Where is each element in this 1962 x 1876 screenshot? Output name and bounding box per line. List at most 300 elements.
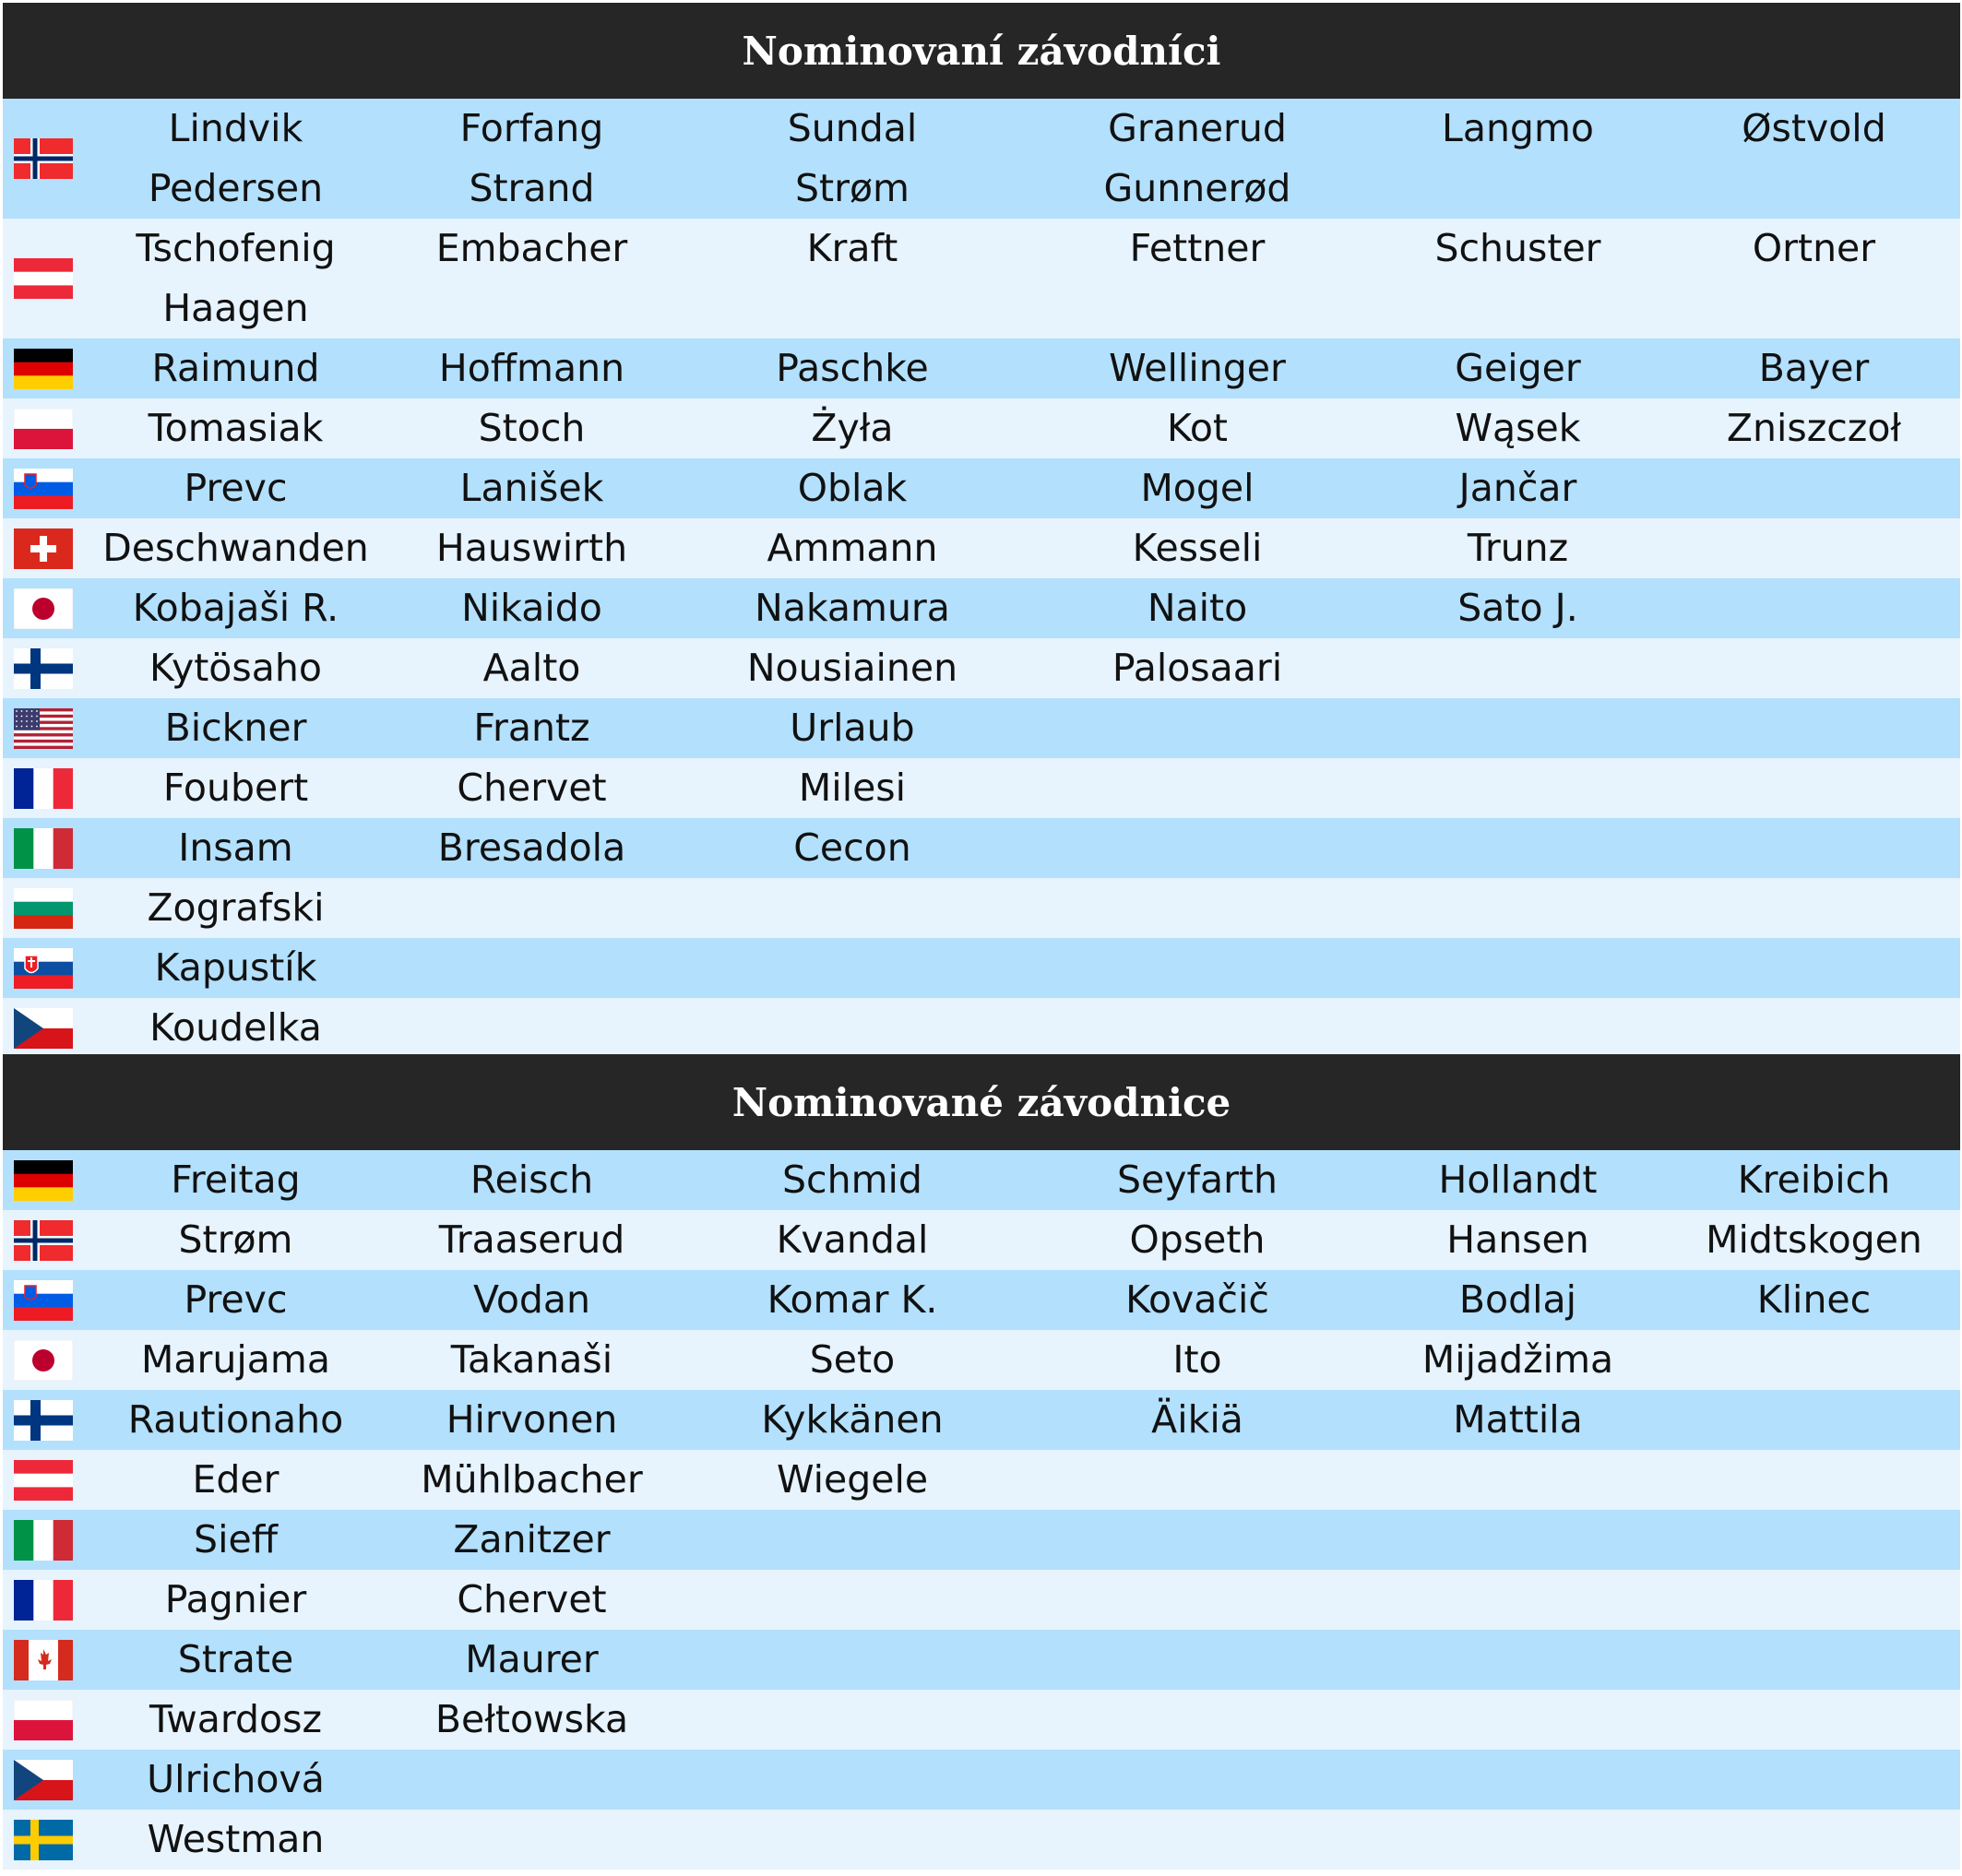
women-section-title: Nominované závodnice	[3, 1054, 1960, 1150]
name-column	[384, 698, 680, 758]
table-row	[3, 938, 1960, 998]
table-row	[3, 758, 1960, 818]
athlete-name: Zanitzer	[453, 1517, 611, 1561]
germany-flag-icon	[3, 1150, 88, 1210]
athlete-name: Paschke	[776, 346, 929, 390]
name-column	[1666, 219, 1962, 338]
table-row	[3, 1330, 1960, 1390]
name-column	[1370, 518, 1666, 578]
athlete-name: Pagnier	[164, 1577, 307, 1621]
name-column	[384, 1450, 680, 1510]
athlete-name: Kobajaši R.	[132, 586, 339, 630]
bulgaria-flag-icon	[3, 878, 88, 938]
name-column	[680, 638, 1025, 698]
name-column	[1025, 578, 1370, 638]
name-column	[680, 1330, 1025, 1390]
athlete-name: Tschofenig	[136, 226, 336, 270]
name-column	[680, 1270, 1025, 1330]
athlete-name: Naito	[1147, 586, 1248, 630]
men-section-title: Nominovaní závodníci	[3, 3, 1960, 99]
athlete-name: Granerud	[1108, 106, 1287, 150]
name-column	[1666, 818, 1962, 878]
athlete-name: Mogel	[1140, 466, 1254, 510]
name-column	[88, 1690, 384, 1750]
athlete-name: Strate	[177, 1637, 294, 1681]
name-column	[1025, 518, 1370, 578]
athlete-name: Seyfarth	[1117, 1158, 1278, 1202]
name-column	[1370, 1450, 1666, 1510]
name-column	[1370, 578, 1666, 638]
name-column	[1666, 578, 1962, 638]
name-column	[680, 818, 1025, 878]
name-column	[680, 998, 1025, 1058]
athlete-name: Chervet	[457, 1577, 607, 1621]
athlete-name: Komar K.	[767, 1277, 938, 1322]
name-column	[88, 458, 384, 518]
table-row	[3, 458, 1960, 518]
poland-flag-icon	[3, 1690, 88, 1750]
table-row	[3, 338, 1960, 398]
athlete-name: Strand	[469, 166, 595, 210]
table-row	[3, 1750, 1960, 1810]
name-column	[88, 638, 384, 698]
athlete-name: Kraft	[806, 226, 898, 270]
name-column	[88, 99, 384, 219]
athlete-name: Opseth	[1129, 1217, 1266, 1262]
name-column	[1666, 938, 1962, 998]
name-column	[1666, 878, 1962, 938]
athlete-name: Nakamura	[755, 586, 950, 630]
name-column	[1025, 698, 1370, 758]
name-column	[1370, 1330, 1666, 1390]
name-column	[88, 1630, 384, 1690]
athlete-name: Reisch	[470, 1158, 594, 1202]
athlete-name: Seto	[809, 1337, 896, 1382]
japan-flag-icon	[3, 578, 88, 638]
japan-flag-icon	[3, 1330, 88, 1390]
name-column	[384, 1510, 680, 1570]
athlete-name: Zniszczoł	[1726, 406, 1902, 450]
name-column	[680, 938, 1025, 998]
name-column	[1025, 1450, 1370, 1510]
athlete-name: Twardosz	[149, 1697, 323, 1741]
name-column	[88, 1450, 384, 1510]
name-column	[1666, 698, 1962, 758]
name-column	[1666, 1150, 1962, 1210]
name-column	[1370, 338, 1666, 398]
name-column	[1370, 1750, 1666, 1810]
name-column	[1666, 398, 1962, 458]
name-column	[384, 1330, 680, 1390]
athlete-name: Lindvik	[168, 106, 303, 150]
slovenia-flag-icon	[3, 1270, 88, 1330]
name-column	[1666, 1390, 1962, 1450]
athlete-name: Jančar	[1458, 466, 1577, 510]
name-column	[1025, 758, 1370, 818]
name-column	[384, 1690, 680, 1750]
name-column	[88, 758, 384, 818]
athlete-name: Embacher	[435, 226, 628, 270]
athlete-name: Sieff	[194, 1517, 278, 1561]
name-column	[1666, 1210, 1962, 1270]
athlete-name: Prevc	[184, 1277, 288, 1322]
athlete-name: Hauswirth	[435, 526, 628, 570]
name-column	[1025, 1570, 1370, 1630]
athlete-name: Bełtowska	[434, 1697, 629, 1741]
athlete-name: Bodlaj	[1458, 1277, 1577, 1322]
name-column	[384, 219, 680, 338]
athlete-name: Schuster	[1434, 226, 1601, 270]
name-column	[680, 338, 1025, 398]
name-column	[1666, 99, 1962, 219]
name-column	[384, 878, 680, 938]
athlete-name: Bickner	[164, 706, 307, 750]
norway-flag-icon	[3, 99, 88, 219]
name-column	[1666, 338, 1962, 398]
italy-flag-icon	[3, 818, 88, 878]
name-column	[88, 1570, 384, 1630]
athlete-name: Langmo	[1441, 106, 1594, 150]
name-column	[1666, 518, 1962, 578]
athlete-name: Chervet	[457, 766, 607, 810]
athlete-name: Maurer	[465, 1637, 599, 1681]
name-column	[680, 99, 1025, 219]
name-column	[384, 518, 680, 578]
athlete-name: Strøm	[178, 1217, 293, 1262]
athlete-name: Bresadola	[437, 825, 626, 870]
name-column	[88, 878, 384, 938]
name-column	[384, 758, 680, 818]
name-column	[1025, 1330, 1370, 1390]
athlete-name: Hollandt	[1438, 1158, 1598, 1202]
athlete-name: Østvold	[1742, 106, 1886, 150]
name-column	[88, 1510, 384, 1570]
canada-flag-icon	[3, 1630, 88, 1690]
name-column	[88, 338, 384, 398]
norway-flag-icon	[3, 1210, 88, 1270]
name-column	[680, 758, 1025, 818]
name-column	[1370, 219, 1666, 338]
name-column	[680, 1570, 1025, 1630]
name-column	[88, 518, 384, 578]
athlete-name: Hansen	[1446, 1217, 1589, 1262]
name-column	[88, 998, 384, 1058]
name-column	[88, 818, 384, 878]
athlete-name: Cecon	[793, 825, 911, 870]
athlete-name: Palosaari	[1112, 646, 1283, 690]
table-row	[3, 698, 1960, 758]
table-row	[3, 1150, 1960, 1210]
poland-flag-icon	[3, 398, 88, 458]
athlete-name: Vodan	[472, 1277, 591, 1322]
athlete-name: Eder	[192, 1457, 279, 1502]
name-column	[1370, 938, 1666, 998]
athlete-name: Sundal	[787, 106, 918, 150]
table-row	[3, 878, 1960, 938]
finland-flag-icon	[3, 638, 88, 698]
name-column	[1666, 1570, 1962, 1630]
name-column	[384, 1750, 680, 1810]
name-column	[1025, 1270, 1370, 1330]
table-row	[3, 219, 1960, 338]
name-column	[384, 1150, 680, 1210]
name-column	[1025, 638, 1370, 698]
name-column	[88, 938, 384, 998]
name-column	[1370, 698, 1666, 758]
name-column	[1370, 818, 1666, 878]
athlete-name: Kvandal	[776, 1217, 929, 1262]
name-column	[88, 1270, 384, 1330]
athlete-name: Nousiainen	[746, 646, 958, 690]
slovakia-flag-icon	[3, 938, 88, 998]
name-column	[680, 219, 1025, 338]
athlete-name: Mühlbacher	[421, 1457, 643, 1502]
name-column	[680, 1630, 1025, 1690]
name-column	[1666, 1690, 1962, 1750]
name-column	[1666, 998, 1962, 1058]
name-column	[1666, 1810, 1962, 1870]
athlete-name: Raimund	[151, 346, 320, 390]
name-column	[1370, 1150, 1666, 1210]
athlete-name: Wiegele	[776, 1457, 929, 1502]
name-column	[680, 1510, 1025, 1570]
name-column	[1025, 1150, 1370, 1210]
athlete-name: Hirvonen	[446, 1397, 618, 1442]
athlete-name: Prevc	[184, 466, 288, 510]
name-column	[384, 638, 680, 698]
athlete-name: Kykkänen	[761, 1397, 944, 1442]
france-flag-icon	[3, 1570, 88, 1630]
athlete-name: Marujama	[141, 1337, 330, 1382]
athlete-name: Westman	[147, 1817, 325, 1861]
name-column	[1025, 1750, 1370, 1810]
name-column	[1025, 998, 1370, 1058]
table-row	[3, 518, 1960, 578]
name-column	[1666, 758, 1962, 818]
name-column	[384, 938, 680, 998]
table-row	[3, 1390, 1960, 1450]
name-column	[680, 1690, 1025, 1750]
name-column	[384, 1630, 680, 1690]
name-column	[1370, 1630, 1666, 1690]
name-column	[88, 578, 384, 638]
name-column	[1025, 99, 1370, 219]
name-column	[1370, 758, 1666, 818]
athlete-name: Deschwanden	[102, 526, 369, 570]
athlete-name: Pedersen	[148, 166, 324, 210]
athlete-name: Bayer	[1758, 346, 1870, 390]
name-column	[680, 1810, 1025, 1870]
name-column	[1370, 638, 1666, 698]
athlete-name: Haagen	[162, 286, 309, 330]
athlete-name: Mattila	[1453, 1397, 1583, 1442]
name-column	[1025, 1810, 1370, 1870]
name-column	[1025, 398, 1370, 458]
name-column	[1666, 1450, 1962, 1510]
athlete-name: Wellinger	[1109, 346, 1286, 390]
athlete-name: Kreibich	[1737, 1158, 1891, 1202]
switzerland-flag-icon	[3, 518, 88, 578]
athlete-name: Foubert	[162, 766, 309, 810]
name-column	[384, 578, 680, 638]
athlete-name: Frantz	[473, 706, 590, 750]
athlete-name: Klinec	[1756, 1277, 1872, 1322]
name-column	[88, 398, 384, 458]
name-column	[384, 1390, 680, 1450]
name-column	[1666, 1510, 1962, 1570]
athlete-name: Mijadžima	[1421, 1337, 1614, 1382]
name-column	[88, 1330, 384, 1390]
athlete-name: Oblak	[797, 466, 908, 510]
name-column	[1370, 1210, 1666, 1270]
name-column	[88, 219, 384, 338]
name-column	[384, 398, 680, 458]
athlete-name: Trunz	[1467, 526, 1569, 570]
athlete-name: Sato J.	[1457, 586, 1578, 630]
table-row	[3, 578, 1960, 638]
sweden-flag-icon	[3, 1810, 88, 1870]
athlete-name: Żyła	[811, 406, 894, 450]
slovenia-flag-icon	[3, 458, 88, 518]
name-column	[88, 1390, 384, 1450]
name-column	[680, 1390, 1025, 1450]
italy-flag-icon	[3, 1510, 88, 1570]
table-row	[3, 1210, 1960, 1270]
czechia-flag-icon	[3, 998, 88, 1058]
table-row	[3, 99, 1960, 219]
athlete-name: Ulrichová	[147, 1757, 325, 1801]
name-column	[1370, 1810, 1666, 1870]
athlete-name: Ammann	[767, 526, 938, 570]
name-column	[1370, 878, 1666, 938]
name-column	[384, 1270, 680, 1330]
table-row	[3, 1690, 1960, 1750]
name-column	[680, 398, 1025, 458]
austria-flag-icon	[3, 219, 88, 338]
table-row	[3, 1450, 1960, 1510]
athlete-name: Ito	[1172, 1337, 1222, 1382]
name-column	[1025, 1390, 1370, 1450]
athlete-name: Fettner	[1129, 226, 1266, 270]
france-flag-icon	[3, 758, 88, 818]
name-column	[680, 878, 1025, 938]
athlete-name: Äikiä	[1151, 1397, 1243, 1442]
name-column	[680, 1450, 1025, 1510]
athlete-name: Lanišek	[459, 466, 604, 510]
name-column	[88, 1150, 384, 1210]
table-row	[3, 398, 1960, 458]
athlete-name: Milesi	[798, 766, 907, 810]
athlete-name: Traaserud	[438, 1217, 625, 1262]
athlete-name: Nikaido	[461, 586, 602, 630]
name-column	[1666, 1270, 1962, 1330]
athlete-name: Forfang	[459, 106, 604, 150]
athlete-name: Schmid	[782, 1158, 922, 1202]
athlete-name: Kot	[1166, 406, 1228, 450]
athlete-name: Kytösaho	[149, 646, 322, 690]
name-column	[1025, 458, 1370, 518]
name-column	[1666, 1630, 1962, 1690]
name-column	[680, 698, 1025, 758]
athlete-name: Strøm	[795, 166, 910, 210]
name-column	[680, 578, 1025, 638]
name-column	[1666, 638, 1962, 698]
name-column	[1370, 1390, 1666, 1450]
name-column	[384, 1570, 680, 1630]
name-column	[1025, 1210, 1370, 1270]
name-column	[384, 998, 680, 1058]
table-row	[3, 1570, 1960, 1630]
name-column	[680, 518, 1025, 578]
athlete-name: Urlaub	[790, 706, 915, 750]
name-column	[384, 338, 680, 398]
athlete-name: Koudelka	[149, 1005, 322, 1050]
table-row	[3, 818, 1960, 878]
table-row	[3, 1270, 1960, 1330]
athlete-name: Aalto	[482, 646, 581, 690]
athlete-name: Kesseli	[1132, 526, 1263, 570]
name-column	[1666, 1330, 1962, 1390]
name-column	[1370, 99, 1666, 219]
table-row	[3, 1810, 1960, 1870]
athlete-name: Tomasiak	[148, 406, 324, 450]
athlete-name: Zografski	[147, 885, 325, 930]
name-column	[384, 1210, 680, 1270]
athlete-name: Kapustík	[154, 945, 317, 990]
name-column	[1370, 398, 1666, 458]
athlete-name: Rautionaho	[127, 1397, 344, 1442]
table-row	[3, 1510, 1960, 1570]
name-column	[680, 1150, 1025, 1210]
germany-flag-icon	[3, 338, 88, 398]
name-column	[680, 458, 1025, 518]
table-row	[3, 638, 1960, 698]
athlete-name: Wąsek	[1455, 406, 1581, 450]
table-row	[3, 1630, 1960, 1690]
name-column	[1025, 1510, 1370, 1570]
finland-flag-icon	[3, 1390, 88, 1450]
name-column	[1025, 1630, 1370, 1690]
athlete-name: Takanaši	[450, 1337, 613, 1382]
athlete-name: Insam	[178, 825, 293, 870]
name-column	[88, 1750, 384, 1810]
athlete-name: Hoffmann	[438, 346, 625, 390]
name-column	[384, 99, 680, 219]
usa-flag-icon	[3, 698, 88, 758]
athlete-name: Geiger	[1455, 346, 1581, 390]
name-column	[384, 818, 680, 878]
name-column	[1666, 1750, 1962, 1810]
name-column	[1370, 1690, 1666, 1750]
athlete-name: Ortner	[1752, 226, 1876, 270]
athlete-name: Freitag	[171, 1158, 301, 1202]
name-column	[1370, 458, 1666, 518]
name-column	[1370, 1510, 1666, 1570]
name-column	[1025, 938, 1370, 998]
name-column	[88, 698, 384, 758]
athlete-name: Kovačič	[1125, 1277, 1269, 1322]
name-column	[1666, 458, 1962, 518]
name-column	[680, 1210, 1025, 1270]
table-row	[3, 998, 1960, 1058]
name-column	[1025, 1690, 1370, 1750]
name-column	[1025, 878, 1370, 938]
name-column	[88, 1210, 384, 1270]
name-column	[1370, 998, 1666, 1058]
athlete-name: Midtskogen	[1706, 1217, 1922, 1262]
athlete-name: Gunnerød	[1103, 166, 1291, 210]
name-column	[1025, 338, 1370, 398]
